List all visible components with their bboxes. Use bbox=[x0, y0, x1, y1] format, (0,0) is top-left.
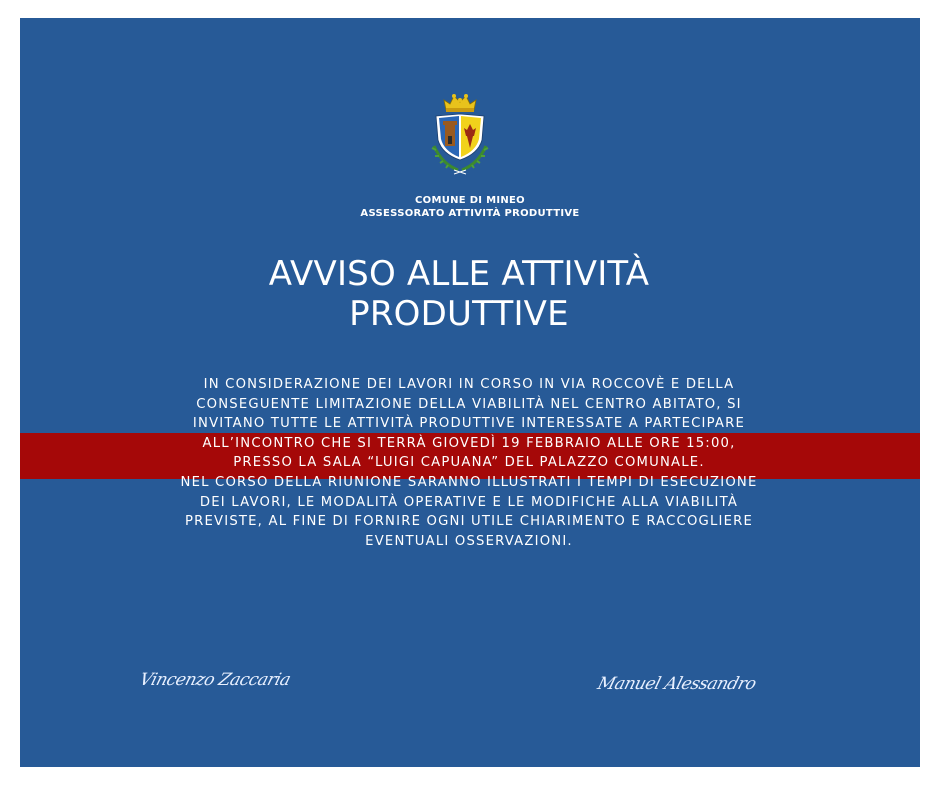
org-department: ASSESSORATO ATTIVITÀ PRODUTTIVE bbox=[360, 208, 580, 219]
body-line: DEI LAVORI, LE MODALITÀ OPERATIVE E LE MODIFICHE ALLA VIABILITÀ bbox=[199, 494, 739, 510]
body-line: NEL CORSO DELLA RIUNIONE SARANNO ILLUSTRATI I TEMPI DI ESECUZIONE bbox=[180, 474, 758, 490]
body-line: PREVISTE, AL FINE DI FORNIRE OGNI UTILE CHIARIMENTO E RACCOGLIERE bbox=[184, 514, 754, 530]
body-line: EVENTUALI OSSERVAZIONI. bbox=[365, 533, 573, 549]
body-line: INVITANO TUTTE LE ATTIVITÀ PRODUTTIVE INTERESSATE A PARTECIPARE bbox=[192, 416, 746, 432]
body-line-highlighted: ALL’INCONTRO CHE SI TERRÀ GIOVEDÌ 19 FEBBRAIO ALLE ORE 15:00, bbox=[202, 435, 736, 451]
signature-right: Manuel Alessandro bbox=[595, 674, 759, 694]
body-line: CONSEGUENTE LIMITAZIONE DELLA VIABILITÀ NEL CENTRO ABITATO, SI bbox=[196, 396, 742, 412]
body-line: IN CONSIDERAZIONE DEI LAVORI IN CORSO IN VIA ROCCOVÈ E DELLA bbox=[203, 377, 735, 392]
signature-left: Vincenzo Zaccaria bbox=[137, 670, 293, 690]
issuing-office bbox=[0, 194, 940, 220]
municipal-coat-of-arms-icon bbox=[428, 88, 492, 178]
page-title bbox=[0, 254, 918, 334]
notice-body bbox=[140, 375, 798, 551]
org-name: COMUNE DI MINEO bbox=[415, 195, 525, 206]
title-line-2: PRODUTTIVE bbox=[349, 294, 569, 334]
body-line-highlighted: PRESSO LA SALA “LUIGI CAPUANA” DEL PALAZZO COMUNALE. bbox=[233, 455, 705, 471]
title-line-1: AVVISO ALLE ATTIVITÀ bbox=[268, 254, 650, 294]
